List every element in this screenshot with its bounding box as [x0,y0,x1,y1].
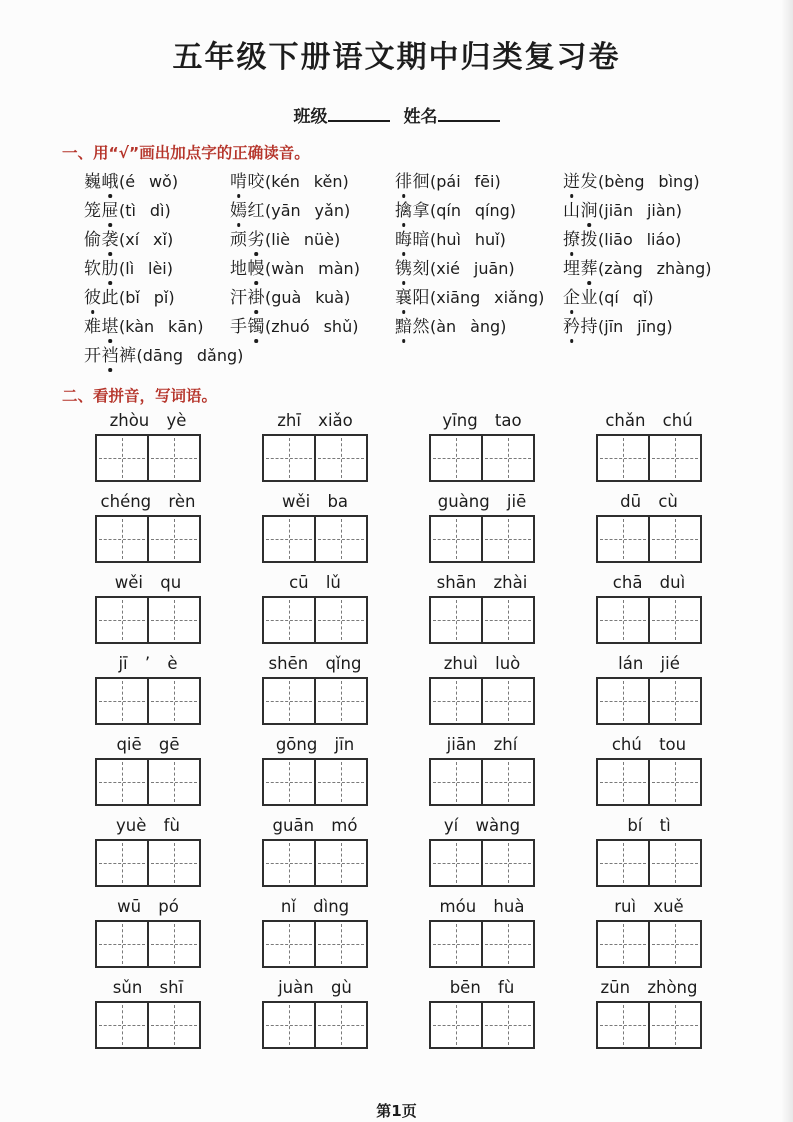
word-pronunciation-item [84,316,230,338]
word-post: 红 [247,201,265,221]
word-pronunciation-item [563,171,793,193]
pinyin-label: chǎn chú [605,411,693,430]
writing-grid[interactable] [429,515,535,563]
word-post: 暗 [412,230,430,250]
section1-heading: 一、用“√”画出加点字的正确读音。 [62,144,310,162]
writing-cell[interactable] [314,598,366,642]
pinyin-label: dū cù [620,492,678,511]
pinyin-label: yīng tao [442,411,522,430]
word-pronunciation-item [84,229,230,251]
pinyin-label: cū lǔ [289,573,341,592]
word-pre: 开 [84,346,102,366]
writing-grid[interactable] [429,839,535,887]
word-pronunciation-item [395,258,563,280]
dotted-char: 幔 [247,259,265,279]
writing-cell[interactable] [97,598,147,642]
pinyin-word-item [596,817,702,898]
word-pre: 软 [84,259,102,279]
writing-grid[interactable] [596,758,702,806]
writing-cell[interactable] [598,436,648,480]
writing-grid[interactable] [262,596,368,644]
pinyin-word-item [596,979,702,1060]
pinyin-label: zhòu yè [109,411,187,430]
word-pre: 难 [84,317,102,337]
pinyin-options: (àn àng) [430,317,507,336]
pinyin-label: nǐ dìng [280,897,350,916]
writing-cell[interactable] [648,1003,700,1047]
pinyin-word-item [262,412,368,493]
dotted-char: 黯 [395,317,413,337]
pinyin-label: bí tì [627,816,671,835]
pinyin-label: chú tou [611,735,687,754]
writing-cell[interactable] [147,922,199,966]
pinyin-options: (liè nüè) [265,230,341,249]
writing-grid[interactable] [429,596,535,644]
word-pronunciation-item [230,316,395,338]
pinyin-label: bēn fù [449,978,515,997]
pinyin-label: jī ’ è [118,654,178,673]
pinyin-writing-list [84,412,793,1060]
writing-grid[interactable] [95,758,201,806]
pinyin-label: móu huà [439,897,525,916]
word-pronunciation-item [84,171,230,193]
word-pronunciation-item [563,229,793,251]
dotted-char: 堪 [101,317,119,337]
pinyin-word-item [262,655,368,736]
word-post: 裤 [119,346,137,366]
pinyin-options: (zàng zhàng) [598,259,712,278]
writing-cell[interactable] [481,436,533,480]
pinyin-label: yí wàng [443,816,521,835]
writing-cell[interactable] [97,1003,147,1047]
writing-cell[interactable] [264,760,314,804]
pinyin-word-item [429,979,535,1060]
pinyin-options: (xié juān) [430,259,515,278]
pinyin-word-item [262,574,368,655]
writing-cell[interactable] [598,517,648,561]
writing-cell[interactable] [481,1003,533,1047]
writing-cell[interactable] [648,436,700,480]
writing-cell[interactable] [147,598,199,642]
page-number: 第1页 [376,1102,417,1120]
pinyin-word-item [95,898,201,979]
pinyin-label: shān zhài [436,573,528,592]
writing-cell[interactable] [481,841,533,885]
writing-cell[interactable] [314,679,366,723]
pinyin-word-item [95,736,201,817]
writing-cell[interactable] [264,841,314,885]
dotted-char: 峨 [101,172,119,192]
writing-cell[interactable] [314,1003,366,1047]
pinyin-label: guān mó [272,816,358,835]
pinyin-label: sǔn shī [112,978,184,997]
writing-cell[interactable] [481,679,533,723]
word-pre: 山 [563,201,581,221]
writing-grid[interactable] [596,596,702,644]
dotted-char: 裆 [101,346,119,366]
name-input-line[interactable] [438,106,500,122]
writing-cell[interactable] [147,436,199,480]
word-pronunciation-item [563,316,793,338]
writing-cell[interactable] [648,841,700,885]
pinyin-options: (qín qíng) [430,201,517,220]
word-post: 持 [580,317,598,337]
writing-cell[interactable] [147,679,199,723]
writing-grid[interactable] [262,758,368,806]
writing-grid[interactable] [95,596,201,644]
writing-cell[interactable] [431,760,481,804]
writing-cell[interactable] [264,436,314,480]
word-pre: 埋 [563,259,581,279]
writing-cell[interactable] [97,436,147,480]
writing-cell[interactable] [431,517,481,561]
pinyin-label: juàn gù [278,978,352,997]
word-pronunciation-item [230,229,395,251]
writing-cell[interactable] [648,760,700,804]
pinyin-label: chéng rèn [100,492,196,511]
writing-grid[interactable] [262,677,368,725]
dotted-char: 徘 [395,172,413,192]
word-pronunciation-item [395,171,563,193]
word-pronunciation-item [395,316,563,338]
writing-cell[interactable] [264,517,314,561]
word-post: 阳 [412,288,430,308]
dotted-char: 晦 [395,230,413,250]
dotted-char: 葬 [580,259,598,279]
dotted-char: 劣 [247,230,265,250]
writing-cell[interactable] [264,679,314,723]
word-pronunciation-item [84,200,230,222]
writing-cell[interactable] [314,436,366,480]
pinyin-options: (qí qǐ) [598,288,654,307]
pinyin-label: jiān zhí [446,735,518,754]
dotted-char: 迸 [563,172,581,192]
word-post: 拨 [580,230,598,250]
pinyin-word-item [596,736,702,817]
class-label: 班级 [293,107,328,127]
pinyin-word-item [596,655,702,736]
writing-grid[interactable] [596,434,702,482]
writing-cell[interactable] [481,760,533,804]
word-pronunciation-item [84,287,230,309]
dotted-char: 屉 [101,201,119,221]
pronunciation-word-list [84,171,793,367]
writing-grid[interactable] [596,677,702,725]
writing-grid[interactable] [262,1001,368,1049]
pinyin-word-item [95,493,201,574]
writing-grid[interactable] [429,677,535,725]
pinyin-label: wěi ba [281,492,349,511]
pinyin-options: (tì dì) [119,201,171,220]
writing-grid[interactable] [95,434,201,482]
writing-grid[interactable] [262,515,368,563]
word-pre: 手 [230,317,248,337]
pinyin-options: (xí xǐ) [119,230,174,249]
writing-grid[interactable] [596,920,702,968]
dotted-char: 嫣 [230,201,248,221]
writing-grid[interactable] [429,434,535,482]
pinyin-label: shēn qǐng [268,654,362,673]
writing-grid[interactable] [95,1001,201,1049]
pinyin-word-item [429,493,535,574]
writing-cell[interactable] [648,922,700,966]
pinyin-label: zhuì luò [443,654,521,673]
page-title: 五年级下册语文期中归类复习卷 [172,40,621,75]
writing-cell[interactable] [431,922,481,966]
writing-cell[interactable] [147,517,199,561]
writing-cell[interactable] [648,598,700,642]
word-post: 然 [412,317,430,337]
pinyin-word-item [429,655,535,736]
writing-cell[interactable] [431,841,481,885]
word-post: 发 [580,172,598,192]
pinyin-options: (dāng dǎng) [136,346,244,365]
pinyin-label: zhī xiǎo [277,411,353,430]
pinyin-options: (liāo liáo) [598,230,682,249]
dotted-char: 彼 [84,288,102,308]
pinyin-options: (xiāng xiǎng) [430,288,545,307]
writing-cell[interactable] [598,1003,648,1047]
dotted-char: 矜 [563,317,581,337]
writing-cell[interactable] [431,679,481,723]
pinyin-word-item [95,979,201,1060]
writing-grid[interactable] [95,677,201,725]
writing-cell[interactable] [431,436,481,480]
pinyin-options: (lì lèi) [119,259,173,278]
writing-cell[interactable] [97,922,147,966]
writing-cell[interactable] [431,1003,481,1047]
word-post: 此 [101,288,119,308]
pinyin-word-item [262,979,368,1060]
writing-cell[interactable] [147,841,199,885]
dotted-char: 涧 [580,201,598,221]
dotted-char: 襄 [395,288,413,308]
pinyin-word-item [429,736,535,817]
word-pre: 顽 [230,230,248,250]
pinyin-word-item [429,574,535,655]
word-pronunciation-item [230,200,395,222]
writing-cell[interactable] [97,517,147,561]
pinyin-word-item [596,412,702,493]
pinyin-label: wū pó [117,897,179,916]
pinyin-options: (kàn kān) [119,317,204,336]
writing-cell[interactable] [598,760,648,804]
writing-cell[interactable] [598,922,648,966]
word-pronunciation-item [230,287,395,309]
pinyin-word-item [429,898,535,979]
writing-grid[interactable] [262,434,368,482]
writing-grid[interactable] [596,1001,702,1049]
word-pre: 笼 [84,201,102,221]
writing-cell[interactable] [648,679,700,723]
writing-cell[interactable] [314,841,366,885]
dotted-char: 袭 [101,230,119,250]
word-pronunciation-item [230,258,395,280]
writing-cell[interactable] [147,1003,199,1047]
writing-cell[interactable] [264,922,314,966]
pinyin-label: yuè fù [116,816,180,835]
pinyin-word-item [262,736,368,817]
word-pronunciation-item [395,229,563,251]
word-post: 咬 [247,172,265,192]
pinyin-label: wěi qu [114,573,182,592]
writing-cell[interactable] [481,517,533,561]
pinyin-options: (bèng bìng) [598,172,700,191]
pinyin-options: (jīn jīng) [598,317,673,336]
section2-heading: 二、看拼音，写词语。 [62,387,218,405]
dotted-char: 褂 [247,288,265,308]
name-label: 姓名 [403,107,438,127]
pinyin-options: (yān yǎn) [265,201,351,220]
pinyin-word-item [262,898,368,979]
word-pronunciation-item [563,258,793,280]
word-pre: 地 [230,259,248,279]
pinyin-word-item [95,412,201,493]
pinyin-label: gōng jīn [275,735,355,754]
pinyin-options: (zhuó shǔ) [265,317,359,336]
writing-cell[interactable] [598,679,648,723]
pinyin-options: (bǐ pǐ) [119,288,175,307]
pinyin-word-item [262,493,368,574]
word-pronunciation-item [395,287,563,309]
word-pronunciation-item [563,200,793,222]
word-post: 刻 [412,259,430,279]
word-pronunciation-item [84,345,244,367]
word-pronunciation-item [84,258,230,280]
word-post: 业 [580,288,598,308]
pinyin-word-item [95,574,201,655]
pinyin-options: (jiān jiàn) [598,201,683,220]
dotted-char: 啃 [230,172,248,192]
writing-grid[interactable] [95,515,201,563]
writing-cell[interactable] [481,598,533,642]
class-input-line[interactable] [328,106,390,122]
pinyin-options: (guà kuà) [265,288,351,307]
pinyin-label: zūn zhòng [600,978,698,997]
pinyin-label: lán jié [618,654,680,673]
dotted-char: 企 [563,288,581,308]
student-info-line [0,102,793,127]
pinyin-label: ruì xuě [614,897,684,916]
dotted-char: 擒 [395,201,413,221]
writing-cell[interactable] [598,598,648,642]
word-post: 徊 [412,172,430,192]
dotted-char: 撩 [563,230,581,250]
writing-cell[interactable] [598,841,648,885]
writing-grid[interactable] [262,839,368,887]
pinyin-options: (pái fēi) [430,172,501,191]
writing-grid[interactable] [95,920,201,968]
pinyin-label: chā duì [612,573,686,592]
writing-cell[interactable] [314,922,366,966]
pinyin-word-item [429,412,535,493]
pinyin-word-item [262,817,368,898]
writing-cell[interactable] [314,517,366,561]
dotted-char: 镌 [395,259,413,279]
writing-grid[interactable] [262,920,368,968]
word-post: 拿 [412,201,430,221]
pinyin-label: guàng jiē [437,492,527,511]
word-pre: 巍 [84,172,102,192]
pinyin-word-item [95,655,201,736]
word-pronunciation-item [563,287,793,309]
pinyin-word-item [429,817,535,898]
writing-cell[interactable] [314,760,366,804]
writing-cell[interactable] [97,760,147,804]
pinyin-word-item [596,898,702,979]
writing-cell[interactable] [97,679,147,723]
writing-grid[interactable] [429,1001,535,1049]
pinyin-label: qiē gē [116,735,180,754]
writing-grid[interactable] [429,758,535,806]
pinyin-options: (wàn màn) [265,259,360,278]
pinyin-options: (kén kěn) [265,172,349,191]
writing-cell[interactable] [648,517,700,561]
pinyin-word-item [596,493,702,574]
writing-grid[interactable] [596,515,702,563]
pinyin-options: (é wǒ) [119,172,179,191]
writing-cell[interactable] [97,841,147,885]
writing-cell[interactable] [481,922,533,966]
writing-grid[interactable] [429,920,535,968]
dotted-char: 肋 [101,259,119,279]
word-pre: 偷 [84,230,102,250]
writing-grid[interactable] [596,839,702,887]
pinyin-word-item [596,574,702,655]
word-pronunciation-item [395,200,563,222]
writing-cell[interactable] [431,598,481,642]
pinyin-word-item [95,817,201,898]
word-pronunciation-item [230,171,395,193]
writing-grid[interactable] [95,839,201,887]
writing-cell[interactable] [147,760,199,804]
writing-cell[interactable] [264,1003,314,1047]
dotted-char: 镯 [247,317,265,337]
pinyin-options: (huì huǐ) [430,230,506,249]
writing-cell[interactable] [264,598,314,642]
word-pre: 汗 [230,288,248,308]
